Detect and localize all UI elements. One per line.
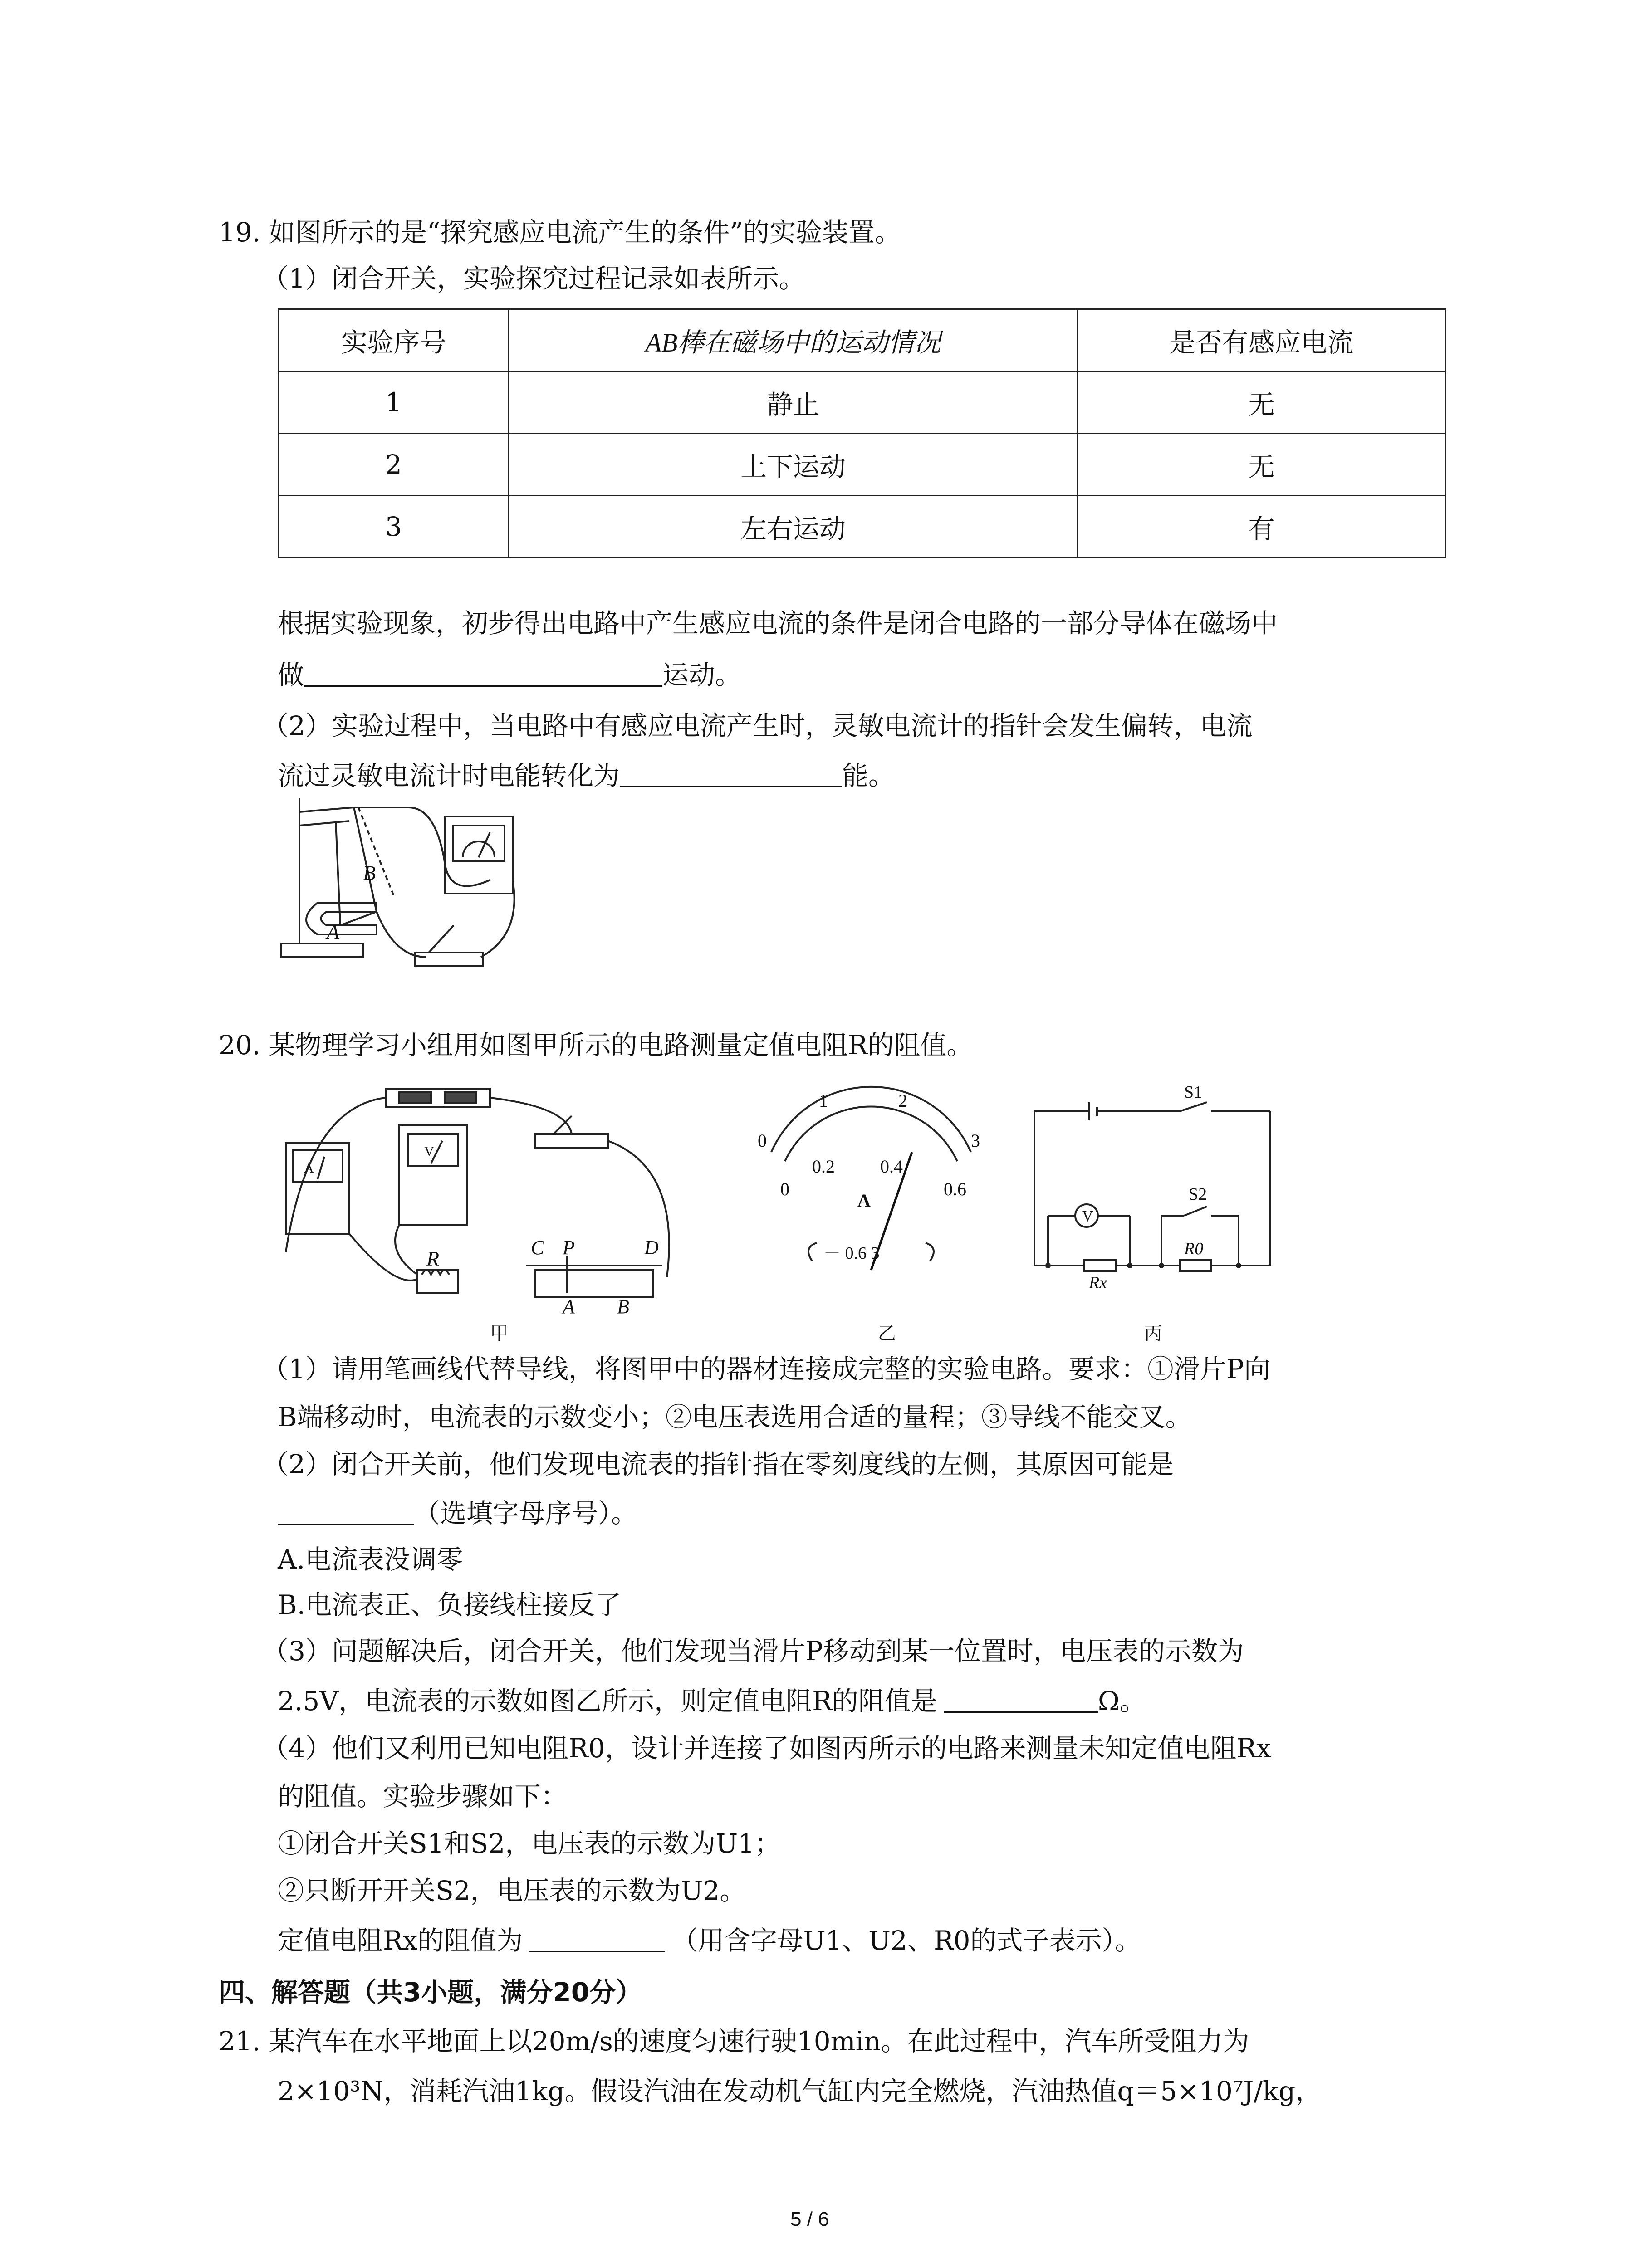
dial-tick: 0.2 xyxy=(812,1156,835,1177)
figure-yi-ammeter-dial xyxy=(744,1080,998,1306)
q20-step1: ①闭合开关S1和S2，电压表的示数为U1； xyxy=(278,1828,781,1859)
rheostat-label-d: D xyxy=(644,1237,659,1259)
rheostat-label-p: P xyxy=(563,1237,575,1259)
q19-part2-line1: （2）实验过程中，当电路中有感应电流产生时，灵敏电流计的指针会发生偏转，电流 xyxy=(262,710,1253,741)
table-row xyxy=(279,496,1446,558)
q20-part3-line1: （3）问题解决后，闭合开关，他们发现当滑片P移动到某一位置时，电压表的示数为 xyxy=(262,1636,1244,1667)
ammeter-label: A xyxy=(304,1161,314,1176)
table-cell: 上下运动 xyxy=(509,434,1078,496)
table-header-row xyxy=(279,309,1446,371)
figure-bing-circuit xyxy=(1025,1084,1288,1297)
q20-part3-line2: 2.5V，电流表的示数如图乙所示，则定值电阻R的阻值是 Ω。 xyxy=(278,1686,1146,1716)
q20-part2-line1: （2）闭合开关前，他们发现电流表的指针指在零刻度线的左侧，其原因可能是 xyxy=(262,1449,1174,1480)
answer-blank[interactable] xyxy=(944,1686,1098,1713)
switch-s2-label: S2 xyxy=(1189,1185,1207,1204)
switch-s1-label: S1 xyxy=(1184,1084,1203,1102)
q20-stem: 20. 某物理学习小组用如图甲所示的电路测量定值电阻R的阻值。 xyxy=(219,1030,973,1061)
q19-conclusion-line2: 做 运动。 xyxy=(278,660,742,690)
q21-line1: 21. 某汽车在水平地面上以20m/s的速度匀速行驶10min。在此过程中，汽车所受阻力为 xyxy=(219,2026,1249,2057)
q20-final: 定值电阻Rx的阻值为 （用含字母U1、U2、R0的式子表示）。 xyxy=(278,1925,1141,1956)
answer-blank[interactable] xyxy=(620,761,842,787)
dial-tick: 3 xyxy=(971,1130,980,1151)
q19-stem: 19. 如图所示的是“探究感应电流产生的条件”的实验装置。 xyxy=(219,217,901,248)
table-cell: 左右运动 xyxy=(509,496,1078,558)
dial-tick: 0.6 xyxy=(944,1179,966,1199)
rheostat-label-a: A xyxy=(563,1295,575,1315)
dial-tick: 0 xyxy=(758,1130,767,1151)
answer-blank[interactable] xyxy=(529,1926,665,1952)
q20-part1-line2: B端移动时，电流表的示数变小；②电压表选用合适的量程；③导线不能交叉。 xyxy=(278,1402,1192,1432)
caption-yi: 乙 xyxy=(878,1323,896,1344)
answer-blank[interactable] xyxy=(278,1498,414,1525)
rheostat-label-c: C xyxy=(531,1237,544,1259)
dial-tick: 0.4 xyxy=(880,1156,903,1177)
table-row xyxy=(279,371,1446,434)
resistor-r0-label: R0 xyxy=(1184,1239,1204,1258)
table-row xyxy=(279,434,1446,496)
q20-option-b: B.电流表正、负接线柱接反了 xyxy=(278,1589,622,1620)
induction-apparatus-figure xyxy=(272,789,526,980)
q21-line2: 2×10³N，消耗汽油1kg。假设汽油在发动机气缸内完全燃烧，汽油热值q＝5×10⁷J/kg， xyxy=(278,2076,1322,2107)
section-title: 四、解答题（共3小题，满分20分） xyxy=(219,1977,642,2008)
q20-part4-line1: （4）他们又利用已知电阻R0，设计并连接了如图丙所示的电路来测量未知定值电阻Rx xyxy=(262,1733,1271,1764)
table-cell: 3 xyxy=(279,496,509,558)
q20-part1-line1: （1）请用笔画线代替导线，将图甲中的器材连接成完整的实验电路。要求：①滑片P向 xyxy=(262,1354,1270,1384)
table-cell: 无 xyxy=(1078,371,1446,434)
table-cell: 2 xyxy=(279,434,509,496)
caption-jia: 甲 xyxy=(490,1323,508,1344)
q20-option-a: A.电流表没调零 xyxy=(278,1544,463,1575)
caption-bing: 丙 xyxy=(1144,1323,1162,1344)
voltmeter-symbol-label: V xyxy=(1082,1208,1093,1225)
voltmeter-label: V xyxy=(424,1144,434,1159)
dial-terminals: － 0.6 3 xyxy=(823,1244,880,1263)
q19-part2-line2: 流过灵敏电流计时电能转化为 能。 xyxy=(278,760,895,791)
table-cell: 1 xyxy=(279,371,509,434)
page-number: 5 / 6 xyxy=(790,2208,829,2230)
q19-table xyxy=(278,308,1446,558)
resistor-label-r: R xyxy=(426,1247,440,1270)
figure-jia-apparatus xyxy=(272,1080,726,1315)
table-cell: 有 xyxy=(1078,496,1446,558)
resistor-rx-label: Rx xyxy=(1089,1273,1107,1292)
figure-label-b: B xyxy=(363,861,376,885)
dial-tick: 2 xyxy=(898,1090,907,1111)
q19-conclusion-line1: 根据实验现象，初步得出电路中产生感应电流的条件是闭合电路的一部分导体在磁场中 xyxy=(278,608,1278,639)
dial-tick: 1 xyxy=(819,1090,828,1111)
q20-part4-line2: 的阻值。实验步骤如下： xyxy=(278,1781,568,1812)
dial-unit: A xyxy=(857,1190,871,1211)
table-cell: 无 xyxy=(1078,434,1446,496)
answer-blank[interactable] xyxy=(304,660,662,687)
figure-label-a: A xyxy=(327,920,340,943)
q19-number: 19. xyxy=(219,217,261,248)
table-cell: 静止 xyxy=(509,371,1078,434)
table-header-cell: AB棒在磁场中的运动情况 xyxy=(509,309,1078,371)
dial-tick: 0 xyxy=(780,1179,789,1199)
q20-number: 20. xyxy=(219,1030,261,1061)
rheostat-label-b: B xyxy=(617,1295,629,1315)
table-header-cell: 实验序号 xyxy=(279,309,509,371)
q20-part2-line2: （选填字母序号）。 xyxy=(278,1495,637,1531)
table-header-cell: 是否有感应电流 xyxy=(1078,309,1446,371)
q20-step2: ②只断开开关S2，电压表的示数为U2。 xyxy=(278,1875,746,1906)
q19-part1: （1）闭合开关，实验探究过程记录如表所示。 xyxy=(262,263,805,294)
q21-number: 21. xyxy=(219,2026,261,2057)
